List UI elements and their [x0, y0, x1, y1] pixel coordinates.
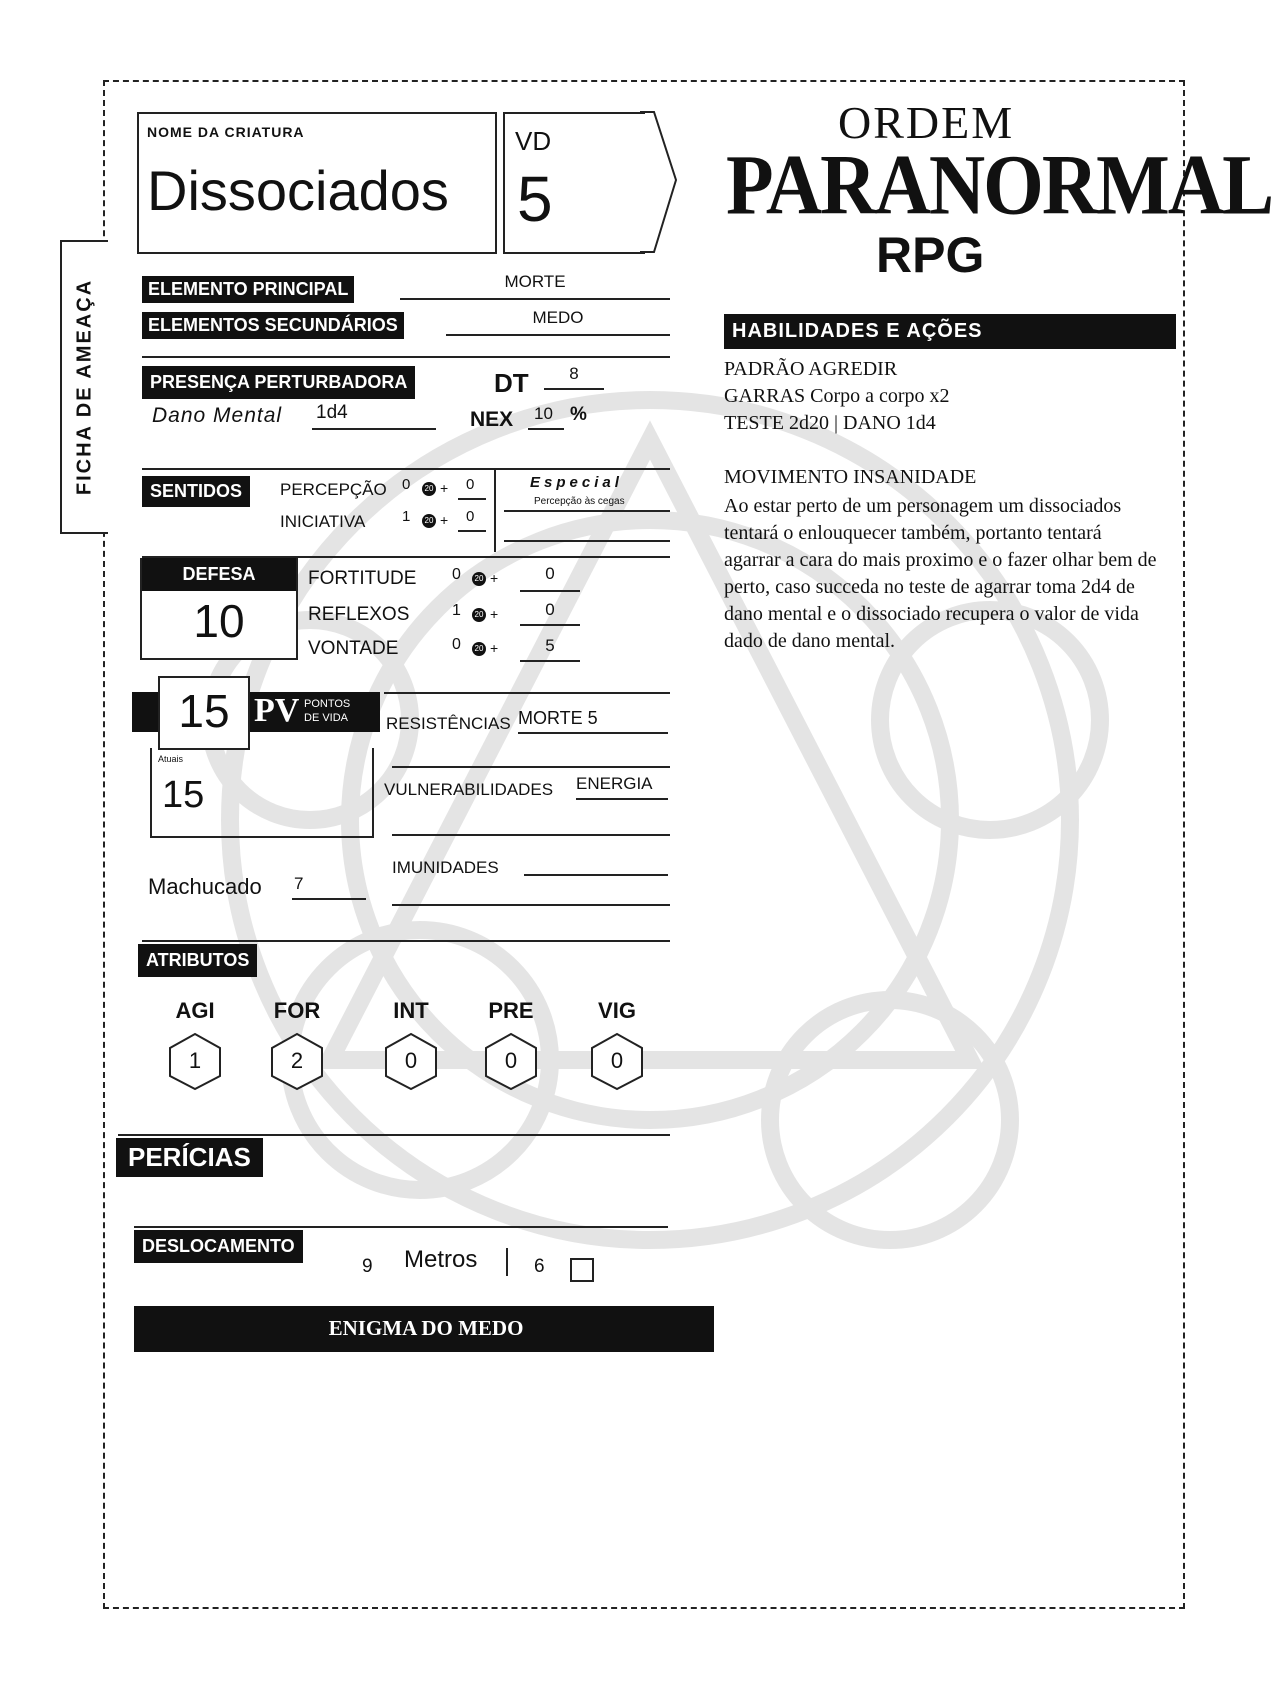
side-tab-label: FICHA DE AMEAÇA — [73, 278, 96, 496]
attr-hex-pre[interactable] — [482, 1032, 540, 1090]
dt-label: DT — [494, 368, 529, 398]
percepcao-dice[interactable]: 0 — [402, 476, 411, 493]
iniciativa-dice[interactable]: 1 — [402, 508, 411, 525]
attr-value-int: 0 — [404, 1048, 418, 1073]
percepcao-line — [458, 498, 486, 500]
attr-label-int: INT — [393, 998, 429, 1023]
iniciativa-plus: + — [440, 512, 449, 528]
resistencias-line — [518, 732, 668, 734]
fortitude-label: FORTITUDE — [308, 568, 417, 589]
defesa-box — [140, 558, 298, 660]
habilidades-line-2: GARRAS Corpo a corpo x2 — [724, 385, 950, 407]
attr-label-agi: AGI — [175, 998, 215, 1023]
atributos-rule — [142, 940, 670, 942]
imun-line-2 — [392, 904, 670, 906]
percepcao-label: PERCEPÇÃO — [280, 480, 387, 499]
iniciativa-line — [458, 530, 486, 532]
creature-name[interactable]: Dissociados — [147, 159, 449, 222]
attr-hex-for[interactable] — [268, 1032, 326, 1090]
especial-value[interactable]: Percepção às cegas — [534, 496, 625, 507]
attr-hex-int[interactable] — [382, 1032, 440, 1090]
logo-paranormal: PARANORMAL — [726, 136, 1272, 233]
d20-icon: 20 — [422, 482, 436, 496]
attr-label-pre: PRE — [488, 998, 534, 1023]
habilidades-line-1: PADRÃO AGREDIR — [724, 358, 898, 380]
sentidos-label: SENTIDOS — [142, 476, 250, 507]
fortitude-dice[interactable]: 0 — [452, 566, 461, 583]
movimento-title: MOVIMENTO INSANIDADE — [724, 466, 977, 488]
iniciativa-label: INICIATIVA — [280, 512, 366, 531]
iniciativa-bonus[interactable]: 0 — [466, 508, 475, 525]
dt-value[interactable]: 8 — [569, 364, 579, 383]
machucado-label: Machucado — [148, 874, 262, 899]
dano-mental-label: Dano Mental — [152, 404, 283, 427]
attr-hex-vig[interactable] — [588, 1032, 646, 1090]
attr-label-vig: VIG — [598, 998, 636, 1023]
presenca-rule — [142, 356, 670, 358]
vontade-plus: + — [490, 640, 499, 656]
elementos-secundarios-line — [446, 334, 670, 336]
elemento-principal-label: ELEMENTO PRINCIPAL — [142, 276, 354, 303]
creature-name-box — [137, 112, 497, 254]
dt-line — [544, 388, 604, 390]
nex-label: NEX — [470, 408, 514, 431]
elemento-principal-line — [400, 298, 670, 300]
movimento-text: Ao estar perto de um personagem um dissociados tentará o enlouquecer também, portanto tentará agarrar a cara do mais proximo e o fazer olhar bem de perto, caso succeda no teste de agarrar toma 2d4 de dano mental e o dissociado recupera o valor de vida dado de dano mental. — [724, 495, 1157, 652]
reflexos-dice[interactable]: 1 — [452, 602, 461, 619]
pericias-label: PERÍCIAS — [116, 1138, 263, 1177]
vulnerabilidades-label: VULNERABILIDADES — [384, 780, 554, 799]
reflexos-label: REFLEXOS — [308, 604, 410, 625]
nex-line — [528, 428, 564, 430]
deslocamento-divider — [506, 1248, 508, 1276]
pv-atuais[interactable]: 15 — [162, 774, 205, 816]
fortitude-plus: + — [490, 570, 499, 586]
creature-name-label: NOME DA CRIATURA — [147, 124, 305, 140]
pv-sub-2: DE VIDA — [304, 712, 349, 724]
sentidos-divider — [494, 470, 496, 552]
attr-value-vig: 0 — [610, 1048, 624, 1073]
pericias-rule — [118, 1134, 670, 1136]
nex-unit: % — [570, 404, 587, 425]
vd-arrow — [640, 110, 680, 254]
pv-label: PV — [254, 692, 300, 729]
resist-line-2 — [392, 766, 670, 768]
pv-max-box — [158, 676, 250, 750]
vulnerabilidades-value[interactable]: ENERGIA — [576, 774, 653, 793]
resistencias-label: RESISTÊNCIAS — [386, 714, 511, 733]
especial-label: Especial — [530, 474, 623, 491]
logo-rpg: RPG — [876, 227, 985, 283]
vulnerabilidades-line — [576, 798, 668, 800]
sentidos-rule — [142, 468, 670, 470]
fortitude-line — [520, 590, 580, 592]
fortitude-bonus[interactable]: 0 — [545, 564, 555, 583]
d20-icon: 20 — [472, 572, 486, 586]
deslocamento-checkbox[interactable] — [570, 1258, 594, 1282]
attr-hex-agi[interactable] — [166, 1032, 224, 1090]
vuln-line-2 — [392, 834, 670, 836]
percepcao-bonus[interactable]: 0 — [466, 476, 475, 493]
elemento-principal-value[interactable]: MORTE — [504, 272, 566, 291]
attr-value-for: 2 — [290, 1048, 304, 1073]
deslocamento-value[interactable]: 9 — [362, 1256, 373, 1277]
imunidades-label: IMUNIDADES — [392, 858, 499, 877]
side-tab — [60, 240, 108, 534]
reflexos-plus: + — [490, 606, 499, 622]
resistencias-value[interactable]: MORTE 5 — [518, 708, 598, 728]
elementos-secundarios-label: ELEMENTOS SECUNDÁRIOS — [142, 312, 404, 339]
pv-atuais-label: Atuais — [158, 754, 184, 764]
pv-sub-1: PONTOS — [304, 698, 351, 710]
attr-value-pre: 0 — [504, 1048, 518, 1073]
elementos-secundarios-value[interactable]: MEDO — [532, 308, 584, 327]
dano-mental-value[interactable]: 1d4 — [316, 402, 348, 423]
vd-value[interactable]: 5 — [517, 163, 553, 235]
attr-label-for: FOR — [273, 998, 321, 1023]
logo-ordem: ORDEM — [838, 97, 1015, 148]
defesa-value[interactable]: 10 — [193, 595, 245, 647]
machucado-value[interactable]: 7 — [294, 874, 304, 893]
d20-icon: 20 — [422, 514, 436, 528]
pv-max[interactable]: 15 — [178, 685, 230, 737]
d20-icon: 20 — [472, 642, 486, 656]
deslocamento-quadrados[interactable]: 6 — [534, 1256, 545, 1277]
reflexos-bonus[interactable]: 0 — [545, 600, 555, 619]
habilidades-label: HABILIDADES E AÇÕES — [724, 314, 1176, 349]
percepcao-plus: + — [440, 480, 449, 496]
d20-icon: 20 — [472, 608, 486, 622]
especial-line-2 — [504, 540, 670, 542]
enigma-label: ENIGMA DO MEDO — [328, 1316, 524, 1340]
presenca-label: PRESENÇA PERTURBADORA — [142, 366, 415, 399]
vd-label: VD — [515, 126, 552, 156]
deslocamento-unit: Metros — [404, 1246, 478, 1273]
dano-mental-line — [312, 428, 436, 430]
vontade-bonus[interactable]: 5 — [545, 636, 555, 655]
reflexos-line — [520, 624, 580, 626]
imunidades-line — [524, 874, 668, 876]
vontade-label: VONTADE — [308, 638, 399, 659]
vontade-dice[interactable]: 0 — [452, 636, 461, 653]
defesa-label: DEFESA — [142, 558, 296, 591]
nex-value[interactable]: 10 — [534, 404, 553, 423]
attr-value-agi: 1 — [188, 1048, 202, 1073]
atributos-label: ATRIBUTOS — [138, 944, 257, 977]
deslocamento-rule — [134, 1226, 668, 1228]
habilidades-line-3: TESTE 2d20 | DANO 1d4 — [724, 412, 936, 434]
vd-box — [503, 112, 645, 254]
vontade-line — [520, 660, 580, 662]
deslocamento-label: DESLOCAMENTO — [134, 1230, 303, 1263]
machucado-line — [292, 898, 366, 900]
especial-line-1 — [504, 510, 670, 512]
resist-rule-top — [384, 692, 670, 694]
